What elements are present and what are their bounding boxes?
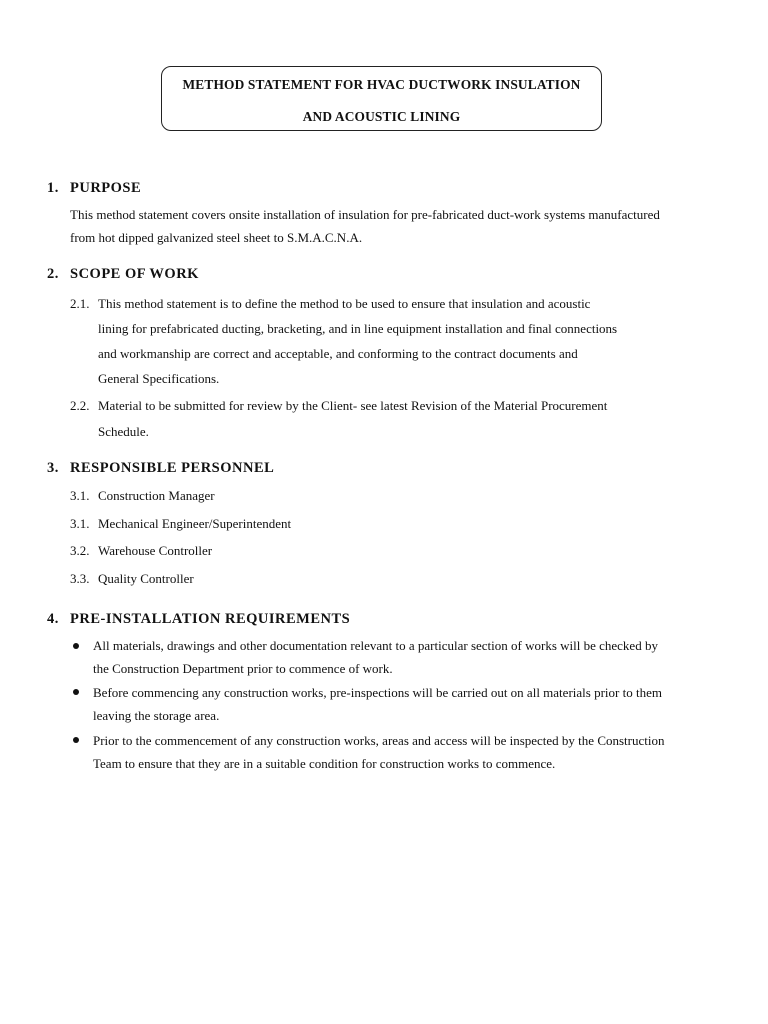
personnel-item-text: Mechanical Engineer/Superintendent xyxy=(98,516,292,531)
item-2-1-line-1: This method statement is to define the method to be used to ensure that insulation and acoustic xyxy=(98,296,591,311)
personnel-item-number: 3.1. xyxy=(70,488,90,503)
item-2-2-number: 2.2. xyxy=(70,398,90,413)
section-2-heading xyxy=(47,266,199,283)
section-3-number: 3. xyxy=(47,460,59,476)
personnel-item-number: 3.2. xyxy=(70,543,90,558)
requirement-3-line-2: Team to ensure that they are in a suitable condition for construction works to commence. xyxy=(93,756,556,771)
section-2-title: SCOPE OF WORK xyxy=(70,266,199,282)
section-3-heading xyxy=(47,460,274,477)
item-2-1-line-3: and workmanship are correct and acceptable, and conforming to the contract documents and xyxy=(98,346,578,361)
section-1-heading xyxy=(47,180,141,197)
section-1-line-1: This method statement covers onsite installation of insulation for pre-fabricated duct-work systems manufactured xyxy=(70,207,660,222)
section-4-title: PRE-INSTALLATION REQUIREMENTS xyxy=(70,611,351,627)
section-2-number: 2. xyxy=(47,266,59,282)
requirement-1-line-1: All materials, drawings and other documentation relevant to a particular section of works will be checked by xyxy=(93,638,658,653)
section-4-number: 4. xyxy=(47,611,59,627)
item-2-1-number: 2.1. xyxy=(70,296,90,311)
document-title-line-1: METHOD STATEMENT FOR HVAC DUCTWORK INSULATION xyxy=(182,77,581,92)
document-title-line-2: AND ACOUSTIC LINING xyxy=(302,109,461,124)
section-1-line-2: from hot dipped galvanized steel sheet to S.M.A.C.N.A. xyxy=(70,230,363,245)
section-4-heading xyxy=(47,611,350,628)
item-2-1-line-2: lining for prefabricated ducting, bracketing, and in line equipment installation and final connections xyxy=(98,321,618,336)
personnel-item xyxy=(70,571,194,587)
bullet-point xyxy=(73,737,79,743)
item-2-1-line-4: General Specifications. xyxy=(98,371,220,386)
section-1-number: 1. xyxy=(47,180,59,196)
personnel-item-text: Quality Controller xyxy=(98,571,194,586)
requirement-3-line-1: Prior to the commencement of any construction works, areas and access will be inspected by the Construction xyxy=(93,733,665,748)
requirement-1-line-2: the Construction Department prior to commence of work. xyxy=(93,661,393,676)
personnel-item-text: Warehouse Controller xyxy=(98,543,213,558)
section-1-title: PURPOSE xyxy=(70,180,142,196)
personnel-item-number: 3.1. xyxy=(70,516,90,531)
personnel-item xyxy=(70,488,215,504)
requirement-2-line-1: Before commencing any construction works, pre-inspections will be carried out on all materials prior to them xyxy=(93,685,662,700)
personnel-item-text: Construction Manager xyxy=(98,488,215,503)
item-2-2-line-1: Material to be submitted for review by the Client- see latest Revision of the Material Procurement xyxy=(98,398,608,413)
personnel-item-number: 3.3. xyxy=(70,571,90,586)
personnel-item xyxy=(70,543,212,559)
personnel-item xyxy=(70,516,291,532)
section-3-title: RESPONSIBLE PERSONNEL xyxy=(70,460,275,476)
document-title-box xyxy=(161,66,602,131)
bullet-point xyxy=(73,643,79,649)
requirement-2-line-2: leaving the storage area. xyxy=(93,708,220,723)
item-2-2-line-2: Schedule. xyxy=(98,424,149,439)
bullet-point xyxy=(73,689,79,695)
